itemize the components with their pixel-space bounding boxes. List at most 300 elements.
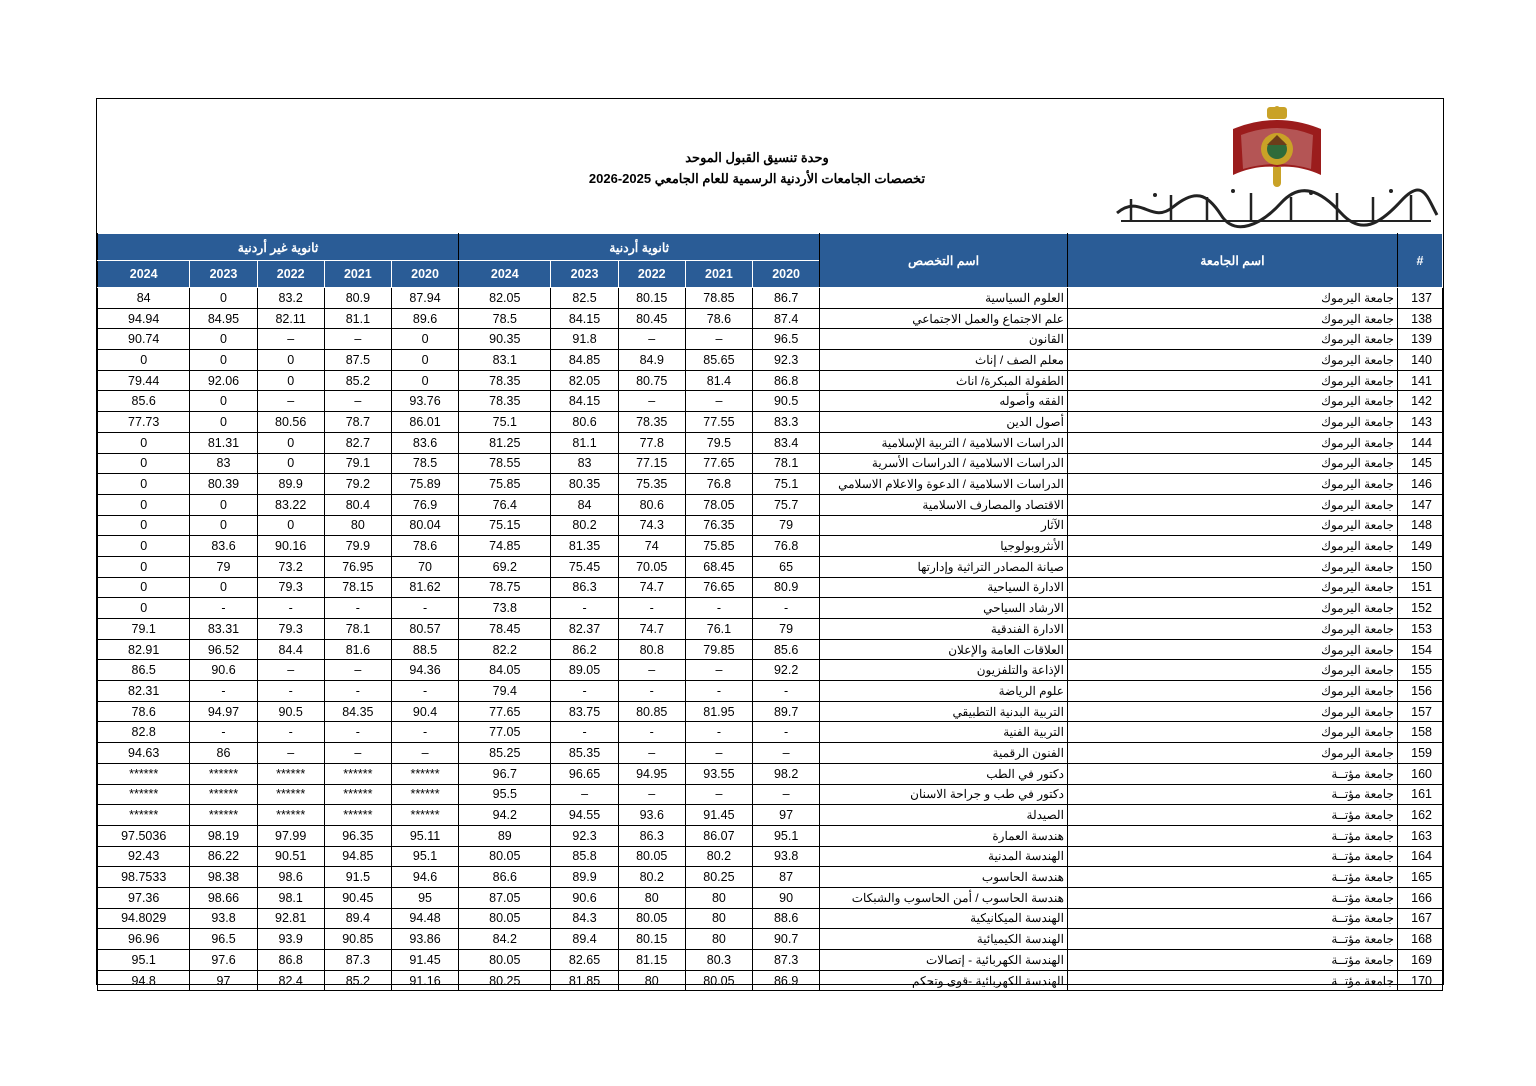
university-name: جامعة مؤتــة bbox=[1067, 950, 1397, 971]
foreign-score: 75.89 bbox=[391, 474, 458, 495]
admission-table bbox=[97, 233, 1443, 991]
foreign-score: 0 bbox=[391, 329, 458, 350]
foreign-score: 0 bbox=[190, 350, 257, 371]
jordanian-score: 75.85 bbox=[685, 536, 752, 557]
foreign-score: 85.2 bbox=[324, 370, 391, 391]
jordanian-score: 69.2 bbox=[459, 556, 551, 577]
university-name: جامعة مؤتــة bbox=[1067, 805, 1397, 826]
jordanian-score: 86.2 bbox=[551, 639, 618, 660]
university-name: جامعة اليرموك bbox=[1067, 681, 1397, 702]
jordanian-score: 84.2 bbox=[459, 929, 551, 950]
foreign-score: 93.9 bbox=[257, 929, 324, 950]
column-header-jordanian-year: 2020 bbox=[753, 261, 820, 288]
foreign-score: - bbox=[257, 722, 324, 743]
jordanian-score: 75.85 bbox=[459, 474, 551, 495]
jordanian-score: – bbox=[685, 329, 752, 350]
foreign-score: 80.56 bbox=[257, 412, 324, 433]
jordanian-score: – bbox=[551, 784, 618, 805]
foreign-score: - bbox=[190, 722, 257, 743]
row-number: 148 bbox=[1397, 515, 1442, 536]
jordanian-score: 68.45 bbox=[685, 556, 752, 577]
foreign-score: 0 bbox=[257, 453, 324, 474]
jordanian-score: 80.05 bbox=[618, 908, 685, 929]
foreign-score: 0 bbox=[98, 350, 190, 371]
jordanian-score: 80.05 bbox=[459, 950, 551, 971]
jordanian-score: 86.6 bbox=[459, 867, 551, 888]
foreign-score: 79.3 bbox=[257, 577, 324, 598]
foreign-score: 94.85 bbox=[324, 846, 391, 867]
jordanian-score: 82.05 bbox=[551, 370, 618, 391]
foreign-score: 80.39 bbox=[190, 474, 257, 495]
jordanian-score: - bbox=[618, 722, 685, 743]
jordanian-score: 94.55 bbox=[551, 805, 618, 826]
major-name: التربية الفنية bbox=[820, 722, 1068, 743]
row-number: 153 bbox=[1397, 619, 1442, 640]
foreign-score: 0 bbox=[98, 453, 190, 474]
university-name: جامعة اليرموك bbox=[1067, 432, 1397, 453]
foreign-score: ****** bbox=[324, 805, 391, 826]
foreign-score: – bbox=[324, 743, 391, 764]
row-number: 164 bbox=[1397, 846, 1442, 867]
foreign-score: 0 bbox=[391, 370, 458, 391]
foreign-score: ****** bbox=[391, 763, 458, 784]
jordanian-score: 90 bbox=[753, 887, 820, 908]
jordanian-score: 87 bbox=[753, 867, 820, 888]
foreign-score: 87.3 bbox=[324, 950, 391, 971]
major-name: الأنثروبولوجيا bbox=[820, 536, 1068, 557]
foreign-score: 94.94 bbox=[98, 308, 190, 329]
jordanian-score: 75.1 bbox=[753, 474, 820, 495]
major-name: الاقتصاد والمصارف الاسلامية bbox=[820, 494, 1068, 515]
jordanian-score: 83.3 bbox=[753, 412, 820, 433]
jordanian-score: 78.1 bbox=[753, 453, 820, 474]
university-name: جامعة مؤتــة bbox=[1067, 825, 1397, 846]
row-number: 149 bbox=[1397, 536, 1442, 557]
university-name: جامعة مؤتــة bbox=[1067, 784, 1397, 805]
jordanian-score: 76.65 bbox=[685, 577, 752, 598]
foreign-score: 93.8 bbox=[190, 908, 257, 929]
jordanian-score: 77.65 bbox=[459, 701, 551, 722]
table-row bbox=[98, 722, 1443, 743]
row-number: 147 bbox=[1397, 494, 1442, 515]
foreign-score: 97 bbox=[190, 970, 257, 991]
jordanian-score: 65 bbox=[753, 556, 820, 577]
foreign-score: 93.76 bbox=[391, 391, 458, 412]
foreign-score: 96.35 bbox=[324, 825, 391, 846]
jordanian-score: 76.8 bbox=[753, 536, 820, 557]
jordanian-score: 82.37 bbox=[551, 619, 618, 640]
jordanian-score: 90.7 bbox=[753, 929, 820, 950]
jordanian-score: 82.2 bbox=[459, 639, 551, 660]
jordanian-score: 80.05 bbox=[459, 846, 551, 867]
jordanian-score: – bbox=[753, 743, 820, 764]
foreign-score: 84.35 bbox=[324, 701, 391, 722]
major-name: الهندسة الكهربائية - إتصالات bbox=[820, 950, 1068, 971]
jordanian-score: 74.7 bbox=[618, 577, 685, 598]
foreign-score: 77.73 bbox=[98, 412, 190, 433]
jordanian-score: 76.4 bbox=[459, 494, 551, 515]
column-header-foreign-year: 2020 bbox=[391, 261, 458, 288]
row-number: 163 bbox=[1397, 825, 1442, 846]
jordanian-score: 80.15 bbox=[618, 929, 685, 950]
major-name: الفقه وأصوله bbox=[820, 391, 1068, 412]
table-row bbox=[98, 453, 1443, 474]
jordanian-score: 80.2 bbox=[685, 846, 752, 867]
jordanian-score: 92.2 bbox=[753, 660, 820, 681]
column-header-foreign-year: 2022 bbox=[257, 261, 324, 288]
foreign-score: 91.16 bbox=[391, 970, 458, 991]
jordanian-score: – bbox=[685, 660, 752, 681]
foreign-score: 84.4 bbox=[257, 639, 324, 660]
foreign-score: 96.52 bbox=[190, 639, 257, 660]
foreign-score: 84 bbox=[98, 288, 190, 309]
foreign-score: - bbox=[257, 681, 324, 702]
foreign-score: 98.6 bbox=[257, 867, 324, 888]
foreign-score: 91.5 bbox=[324, 867, 391, 888]
major-name: أصول الدين bbox=[820, 412, 1068, 433]
major-name: الطفولة المبكرة/ اناث bbox=[820, 370, 1068, 391]
row-number: 143 bbox=[1397, 412, 1442, 433]
foreign-score: ****** bbox=[391, 805, 458, 826]
foreign-score: 0 bbox=[257, 515, 324, 536]
column-header-jordanian-year: 2023 bbox=[551, 261, 618, 288]
major-name: علوم الرياضة bbox=[820, 681, 1068, 702]
university-name: جامعة اليرموك bbox=[1067, 474, 1397, 495]
row-number: 159 bbox=[1397, 743, 1442, 764]
table-row bbox=[98, 805, 1443, 826]
row-number: 146 bbox=[1397, 474, 1442, 495]
jordanian-score: 90.6 bbox=[551, 887, 618, 908]
jordanian-score: 80.05 bbox=[459, 908, 551, 929]
foreign-score: ****** bbox=[98, 763, 190, 784]
foreign-score: 0 bbox=[257, 370, 324, 391]
university-name: جامعة اليرموك bbox=[1067, 391, 1397, 412]
jordanian-score: 83 bbox=[551, 453, 618, 474]
foreign-score: 87.94 bbox=[391, 288, 458, 309]
foreign-score: 79 bbox=[190, 556, 257, 577]
jordanian-score: 81.4 bbox=[685, 370, 752, 391]
jordanian-score: 76.1 bbox=[685, 619, 752, 640]
jordanian-score: 90.5 bbox=[753, 391, 820, 412]
jordanian-score: 80.75 bbox=[618, 370, 685, 391]
jordanian-score: 75.45 bbox=[551, 556, 618, 577]
jordanian-score: 94.2 bbox=[459, 805, 551, 826]
foreign-score: 95.11 bbox=[391, 825, 458, 846]
jordanian-score: 74.3 bbox=[618, 515, 685, 536]
jordanian-score: 86.7 bbox=[753, 288, 820, 309]
foreign-score: 89.4 bbox=[324, 908, 391, 929]
university-name: جامعة مؤتــة bbox=[1067, 846, 1397, 867]
foreign-score: 0 bbox=[190, 515, 257, 536]
foreign-score: 96.5 bbox=[190, 929, 257, 950]
jordanian-score: 91.8 bbox=[551, 329, 618, 350]
column-header-foreign-year: 2023 bbox=[190, 261, 257, 288]
row-number: 155 bbox=[1397, 660, 1442, 681]
major-name: صيانة المصادر التراثية وإدارتها bbox=[820, 556, 1068, 577]
table-row bbox=[98, 950, 1443, 971]
foreign-score: 86 bbox=[190, 743, 257, 764]
jordanian-score: 80 bbox=[618, 970, 685, 991]
row-number: 160 bbox=[1397, 763, 1442, 784]
table-row bbox=[98, 515, 1443, 536]
table-row bbox=[98, 701, 1443, 722]
column-header-jordanian-year: 2024 bbox=[459, 261, 551, 288]
jordanian-score: 75.7 bbox=[753, 494, 820, 515]
jordanian-score: 85.35 bbox=[551, 743, 618, 764]
column-header-foreign-year: 2021 bbox=[324, 261, 391, 288]
foreign-score: – bbox=[391, 743, 458, 764]
jordanian-score: 80.85 bbox=[618, 701, 685, 722]
table-row bbox=[98, 329, 1443, 350]
foreign-score: ****** bbox=[257, 805, 324, 826]
row-number: 150 bbox=[1397, 556, 1442, 577]
jordanian-score: – bbox=[618, 784, 685, 805]
university-name: جامعة مؤتــة bbox=[1067, 908, 1397, 929]
foreign-score: 94.8029 bbox=[98, 908, 190, 929]
foreign-score: 90.6 bbox=[190, 660, 257, 681]
jordanian-score: - bbox=[551, 722, 618, 743]
jordanian-score: 96.5 bbox=[753, 329, 820, 350]
jordanian-score: - bbox=[551, 598, 618, 619]
university-name: جامعة اليرموك bbox=[1067, 743, 1397, 764]
jordanian-score: 82.65 bbox=[551, 950, 618, 971]
jordanian-score: 78.75 bbox=[459, 577, 551, 598]
foreign-score: 0 bbox=[98, 536, 190, 557]
foreign-score: 83.2 bbox=[257, 288, 324, 309]
jordanian-score: – bbox=[753, 784, 820, 805]
jordanian-score: 78.05 bbox=[685, 494, 752, 515]
table-row bbox=[98, 350, 1443, 371]
foreign-score: 98.1 bbox=[257, 887, 324, 908]
row-number: 161 bbox=[1397, 784, 1442, 805]
jordanian-score: 80.05 bbox=[685, 970, 752, 991]
table-row bbox=[98, 929, 1443, 950]
jordanian-score: 93.55 bbox=[685, 763, 752, 784]
foreign-score: 0 bbox=[190, 494, 257, 515]
foreign-score: 0 bbox=[190, 288, 257, 309]
table-row bbox=[98, 536, 1443, 557]
jordanian-score: 81.25 bbox=[459, 432, 551, 453]
university-name: جامعة اليرموك bbox=[1067, 660, 1397, 681]
row-number: 170 bbox=[1397, 970, 1442, 991]
jordanian-score: 73.8 bbox=[459, 598, 551, 619]
jordanian-score: 80 bbox=[685, 887, 752, 908]
university-name: جامعة اليرموك bbox=[1067, 619, 1397, 640]
university-name: جامعة اليرموك bbox=[1067, 350, 1397, 371]
jordanian-score: 85.65 bbox=[685, 350, 752, 371]
jordanian-score: 84.9 bbox=[618, 350, 685, 371]
jordanian-score: - bbox=[618, 681, 685, 702]
jordanian-score: 80.2 bbox=[551, 515, 618, 536]
jordanian-score: 78.85 bbox=[685, 288, 752, 309]
jordanian-score: 84.85 bbox=[551, 350, 618, 371]
row-number: 152 bbox=[1397, 598, 1442, 619]
foreign-score: 78.15 bbox=[324, 577, 391, 598]
row-number: 138 bbox=[1397, 308, 1442, 329]
jordanian-score: 80.05 bbox=[618, 846, 685, 867]
jordanian-score: 76.8 bbox=[685, 474, 752, 495]
foreign-score: - bbox=[391, 722, 458, 743]
university-name: جامعة مؤتــة bbox=[1067, 970, 1397, 991]
foreign-score: ****** bbox=[98, 784, 190, 805]
major-name: الادارة السياحية bbox=[820, 577, 1068, 598]
row-number: 169 bbox=[1397, 950, 1442, 971]
foreign-score: 86.01 bbox=[391, 412, 458, 433]
foreign-score: 0 bbox=[98, 494, 190, 515]
university-name: جامعة اليرموك bbox=[1067, 577, 1397, 598]
jordanian-score: 80.2 bbox=[618, 867, 685, 888]
table-row bbox=[98, 743, 1443, 764]
foreign-score: 98.19 bbox=[190, 825, 257, 846]
foreign-score: 0 bbox=[98, 432, 190, 453]
row-number: 166 bbox=[1397, 887, 1442, 908]
jordanian-score: 80.15 bbox=[618, 288, 685, 309]
jordanian-score: 86.3 bbox=[618, 825, 685, 846]
foreign-score: 94.6 bbox=[391, 867, 458, 888]
foreign-score: 70 bbox=[391, 556, 458, 577]
jordanian-score: 98.2 bbox=[753, 763, 820, 784]
column-group-foreign: ثانوية غير أردنية bbox=[98, 234, 459, 261]
university-name: جامعة مؤتــة bbox=[1067, 763, 1397, 784]
foreign-score: ****** bbox=[257, 763, 324, 784]
jordanian-score: 80 bbox=[685, 908, 752, 929]
table-row bbox=[98, 908, 1443, 929]
foreign-score: 87.5 bbox=[324, 350, 391, 371]
jordanian-score: 79.5 bbox=[685, 432, 752, 453]
major-name: الهندسة المدنية bbox=[820, 846, 1068, 867]
header-row-groups bbox=[98, 234, 1443, 261]
jordanian-score: – bbox=[618, 391, 685, 412]
jordanian-score: - bbox=[618, 598, 685, 619]
foreign-score: 82.91 bbox=[98, 639, 190, 660]
row-number: 137 bbox=[1397, 288, 1442, 309]
foreign-score: 85.6 bbox=[98, 391, 190, 412]
foreign-score: 0 bbox=[98, 515, 190, 536]
foreign-score: 81.31 bbox=[190, 432, 257, 453]
university-name: جامعة اليرموك bbox=[1067, 308, 1397, 329]
foreign-score: 0 bbox=[257, 350, 324, 371]
column-header-jordanian-year: 2021 bbox=[685, 261, 752, 288]
report-title: تخصصات الجامعات الأردنية الرسمية للعام الجامعي 2025-2026 bbox=[588, 171, 926, 186]
foreign-score: 85.2 bbox=[324, 970, 391, 991]
jordanian-score: 77.05 bbox=[459, 722, 551, 743]
foreign-score: 79.1 bbox=[98, 619, 190, 640]
jordanian-score: 83.1 bbox=[459, 350, 551, 371]
jordanian-score: 85.8 bbox=[551, 846, 618, 867]
jordanian-score: 94.95 bbox=[618, 763, 685, 784]
foreign-score: - bbox=[190, 598, 257, 619]
foreign-score: - bbox=[391, 681, 458, 702]
foreign-score: 82.31 bbox=[98, 681, 190, 702]
foreign-score: ****** bbox=[257, 784, 324, 805]
jordanian-score: 79 bbox=[753, 619, 820, 640]
table-row bbox=[98, 370, 1443, 391]
ministry-logo-icon bbox=[1111, 185, 1441, 229]
foreign-score: 76.9 bbox=[391, 494, 458, 515]
foreign-score: 96.96 bbox=[98, 929, 190, 950]
jordanian-score: 91.45 bbox=[685, 805, 752, 826]
major-name: معلم الصف / إناث bbox=[820, 350, 1068, 371]
jordanian-score: 80 bbox=[618, 887, 685, 908]
jordanian-score: 83.4 bbox=[753, 432, 820, 453]
foreign-score: 82.11 bbox=[257, 308, 324, 329]
foreign-score: 92.06 bbox=[190, 370, 257, 391]
foreign-score: 73.2 bbox=[257, 556, 324, 577]
major-name: العلوم السياسية bbox=[820, 288, 1068, 309]
jordanian-score: 96.7 bbox=[459, 763, 551, 784]
table-row bbox=[98, 784, 1443, 805]
table-row bbox=[98, 763, 1443, 784]
major-name: الهندسة الميكانيكية bbox=[820, 908, 1068, 929]
major-name: الدراسات الاسلامية / التربية الإسلامية bbox=[820, 432, 1068, 453]
foreign-score: 78.7 bbox=[324, 412, 391, 433]
jordanian-score: 80.6 bbox=[618, 494, 685, 515]
jordanian-score: 85.6 bbox=[753, 639, 820, 660]
foreign-score: 83 bbox=[190, 453, 257, 474]
major-name: هندسة العمارة bbox=[820, 825, 1068, 846]
foreign-score: 94.36 bbox=[391, 660, 458, 681]
jordanian-score: 95.5 bbox=[459, 784, 551, 805]
university-name: جامعة اليرموك bbox=[1067, 288, 1397, 309]
foreign-score: 80 bbox=[324, 515, 391, 536]
foreign-score: 76.95 bbox=[324, 556, 391, 577]
foreign-score: 80.57 bbox=[391, 619, 458, 640]
foreign-score: ****** bbox=[391, 784, 458, 805]
major-name: القانون bbox=[820, 329, 1068, 350]
table-row bbox=[98, 660, 1443, 681]
jordanian-score: 81.15 bbox=[618, 950, 685, 971]
jordanian-score: 81.35 bbox=[551, 536, 618, 557]
jordanian-score: 84.15 bbox=[551, 308, 618, 329]
foreign-score: 90.16 bbox=[257, 536, 324, 557]
foreign-score: 95 bbox=[391, 887, 458, 908]
column-header-foreign-year: 2024 bbox=[98, 261, 190, 288]
table-row bbox=[98, 639, 1443, 660]
foreign-score: – bbox=[257, 329, 324, 350]
foreign-score: 94.48 bbox=[391, 908, 458, 929]
row-number: 145 bbox=[1397, 453, 1442, 474]
jordanian-score: 78.45 bbox=[459, 619, 551, 640]
foreign-score: - bbox=[391, 598, 458, 619]
jordanian-score: 80.6 bbox=[551, 412, 618, 433]
sheet-titles bbox=[477, 147, 1037, 189]
table-row bbox=[98, 867, 1443, 888]
row-number: 168 bbox=[1397, 929, 1442, 950]
jordanian-score: - bbox=[685, 722, 752, 743]
foreign-score: 94.97 bbox=[190, 701, 257, 722]
table-row bbox=[98, 825, 1443, 846]
row-number: 140 bbox=[1397, 350, 1442, 371]
foreign-score: – bbox=[324, 660, 391, 681]
jordanian-score: 86.8 bbox=[753, 370, 820, 391]
jordanian-score: 80 bbox=[685, 929, 752, 950]
table-row bbox=[98, 494, 1443, 515]
jordanian-score: – bbox=[685, 391, 752, 412]
foreign-score: 92.81 bbox=[257, 908, 324, 929]
foreign-score: 84.95 bbox=[190, 308, 257, 329]
jordanian-score: - bbox=[753, 681, 820, 702]
row-number: 156 bbox=[1397, 681, 1442, 702]
jordanian-score: 74.7 bbox=[618, 619, 685, 640]
jordan-coat-of-arms-icon bbox=[1223, 105, 1331, 189]
university-name: جامعة اليرموك bbox=[1067, 494, 1397, 515]
major-name: علم الاجتماع والعمل الاجتماعي bbox=[820, 308, 1068, 329]
foreign-score: ****** bbox=[190, 763, 257, 784]
table-row bbox=[98, 970, 1443, 991]
jordanian-score: – bbox=[685, 743, 752, 764]
foreign-score: ****** bbox=[190, 805, 257, 826]
jordanian-score: 78.35 bbox=[618, 412, 685, 433]
